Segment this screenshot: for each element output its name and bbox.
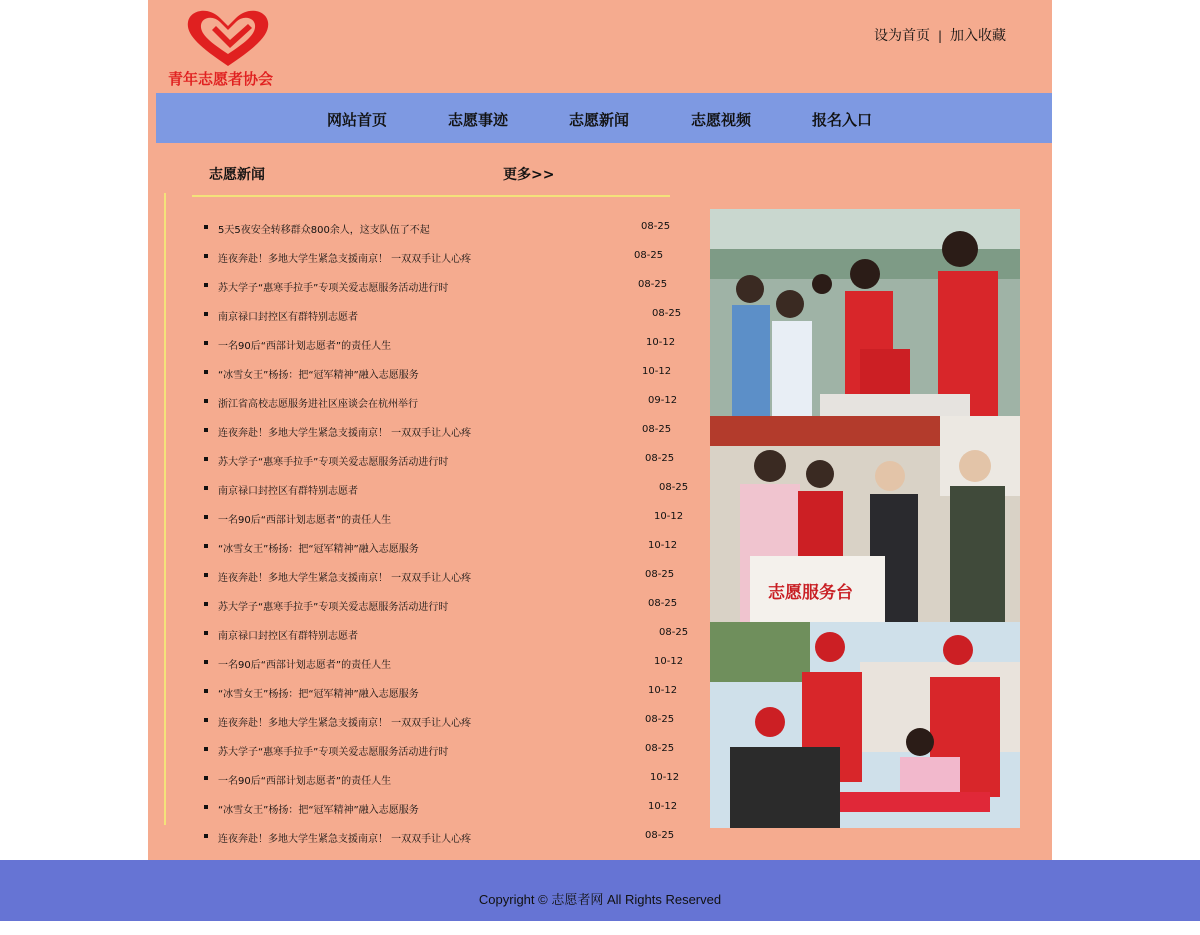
news-item-date: 10-12: [646, 337, 676, 348]
bullet-icon: [204, 602, 208, 606]
bullet-icon: [204, 689, 208, 693]
news-list-item[interactable]: [148, 620, 708, 649]
news-list-item[interactable]: [148, 214, 708, 243]
heart-hand-icon: [168, 6, 288, 70]
news-item-title[interactable]: 5天5夜安全转移群众800余人，这支队伍了不起: [218, 225, 430, 236]
news-item-date: 08-25: [652, 308, 682, 319]
bullet-icon: [204, 834, 208, 838]
news-list-item[interactable]: [148, 562, 708, 591]
news-list-item[interactable]: [148, 388, 708, 417]
news-item-date: 08-25: [659, 482, 689, 493]
news-item-title[interactable]: 南京禄口封控区有群特别志愿者: [218, 312, 358, 323]
news-more-link[interactable]: 更多>>: [503, 167, 555, 183]
bullet-icon: [204, 805, 208, 809]
news-list-item[interactable]: [148, 765, 708, 794]
page-container: [148, 0, 1052, 860]
news-item-title[interactable]: “冰雪女王”杨扬：把“冠军精神”融入志愿服务: [218, 544, 419, 555]
bullet-icon: [204, 312, 208, 316]
bullet-icon: [204, 283, 208, 287]
news-list-item[interactable]: [148, 330, 708, 359]
main-nav: [156, 93, 1052, 143]
footer: [0, 860, 1200, 921]
news-item-date: 08-25: [634, 250, 664, 261]
service-desk-sign: 志愿服务台: [768, 583, 853, 603]
news-photo-1[interactable]: [710, 209, 1020, 416]
news-item-title[interactable]: “冰雪女王”杨扬：把“冠军精神”融入志愿服务: [218, 805, 419, 816]
news-item-title[interactable]: 苏大学子“惠寒手拉手”专项关爱志愿服务活动进行时: [218, 602, 449, 613]
bullet-icon: [204, 660, 208, 664]
volunteer-service-desk-photo: [710, 416, 1020, 622]
news-item-date: 08-25: [645, 453, 675, 464]
bullet-icon: [204, 718, 208, 722]
bullet-icon: [204, 254, 208, 258]
add-favorite-link[interactable]: 加入收藏: [950, 28, 1006, 44]
bullet-icon: [204, 457, 208, 461]
news-list-item[interactable]: [148, 649, 708, 678]
news-list-item[interactable]: [148, 446, 708, 475]
nav-item-deeds[interactable]: 志愿事迹: [448, 111, 509, 129]
nav-item-home[interactable]: 网站首页: [327, 111, 388, 129]
news-item-date: 08-25: [645, 569, 675, 580]
news-item-title[interactable]: 连夜奔赴！多地大学生紧急支援南京！ 一双双手让人心疼: [218, 573, 472, 584]
news-item-title[interactable]: 连夜奔赴！多地大学生紧急支援南京！ 一双双手让人心疼: [218, 428, 472, 439]
footer-copyright: Copyright © 志愿者网 All Rights Reserved: [478, 892, 722, 907]
bullet-icon: [204, 399, 208, 403]
nav-item-signup[interactable]: 报名入口: [812, 111, 873, 129]
news-item-date: 08-25: [659, 627, 689, 638]
top-links: [874, 25, 1006, 45]
news-item-title[interactable]: 一名90后“西部计划志愿者”的责任人生: [218, 341, 392, 352]
bullet-icon: [204, 573, 208, 577]
news-item-title[interactable]: 苏大学子“惠寒手拉手”专项关爱志愿服务活动进行时: [218, 747, 449, 758]
nav-item-news[interactable]: 志愿新闻: [569, 111, 630, 129]
bullet-icon: [204, 428, 208, 432]
news-list-item[interactable]: [148, 794, 708, 823]
news-item-date: 10-12: [654, 511, 684, 522]
news-item-title[interactable]: 南京禄口封控区有群特别志愿者: [218, 486, 358, 497]
news-item-title[interactable]: 一名90后“西部计划志愿者”的责任人生: [218, 515, 392, 526]
news-item-date: 10-12: [650, 772, 680, 783]
news-divider: [192, 195, 670, 197]
news-list-item[interactable]: [148, 301, 708, 330]
news-list-item[interactable]: [148, 475, 708, 504]
news-item-date: 08-25: [642, 424, 672, 435]
news-list-item[interactable]: [148, 243, 708, 272]
bullet-icon: [204, 631, 208, 635]
news-item-title[interactable]: 连夜奔赴！多地大学生紧急支援南京！ 一双双手让人心疼: [218, 254, 472, 265]
news-list-item[interactable]: [148, 736, 708, 765]
news-photo-3[interactable]: [710, 622, 1020, 828]
volunteers-caring-photo: [710, 622, 1020, 828]
news-list-item[interactable]: [148, 533, 708, 562]
news-photo-2[interactable]: [710, 416, 1020, 622]
news-list-item[interactable]: [148, 272, 708, 301]
news-item-title[interactable]: 连夜奔赴！多地大学生紧急支援南京！ 一双双手让人心疼: [218, 718, 472, 729]
news-item-title[interactable]: 连夜奔赴！多地大学生紧急支援南京！ 一双双手让人心疼: [218, 834, 472, 845]
news-item-title[interactable]: 苏大学子“惠寒手拉手”专项关爱志愿服务活动进行时: [218, 457, 449, 468]
news-list-item[interactable]: [148, 707, 708, 736]
bullet-icon: [204, 225, 208, 229]
bullet-icon: [204, 544, 208, 548]
news-item-date: 08-25: [645, 743, 675, 754]
news-item-date: 09-12: [648, 395, 678, 406]
news-item-date: 08-25: [645, 714, 675, 725]
news-item-date: 08-25: [648, 598, 678, 609]
bullet-icon: [204, 515, 208, 519]
news-section-title: 志愿新闻: [209, 167, 265, 183]
news-item-title[interactable]: 一名90后“西部计划志愿者”的责任人生: [218, 776, 392, 787]
bullet-icon: [204, 486, 208, 490]
news-list-item[interactable]: [148, 591, 708, 620]
news-item-date: 10-12: [648, 801, 678, 812]
bullet-icon: [204, 370, 208, 374]
news-item-title[interactable]: 南京禄口封控区有群特别志愿者: [218, 631, 358, 642]
volunteers-distribution-photo: [710, 209, 1020, 416]
news-item-date: 10-12: [648, 685, 678, 696]
news-item-date: 08-25: [645, 830, 675, 841]
news-item-date: 10-12: [642, 366, 672, 377]
logo-text: 青年志愿者协会: [168, 70, 274, 88]
news-item-title[interactable]: 苏大学子“惠寒手拉手”专项关爱志愿服务活动进行时: [218, 283, 449, 294]
news-item-title[interactable]: “冰雪女王”杨扬：把“冠军精神”融入志愿服务: [218, 370, 419, 381]
news-list-item[interactable]: [148, 359, 708, 388]
nav-item-video[interactable]: 志愿视频: [691, 111, 752, 129]
news-item-date: 08-25: [638, 279, 668, 290]
news-item-title[interactable]: 一名90后“西部计划志愿者”的责任人生: [218, 660, 392, 671]
news-list-item[interactable]: [148, 678, 708, 707]
news-list-item[interactable]: [148, 823, 708, 852]
news-item-date: 10-12: [654, 656, 684, 667]
set-home-link[interactable]: 设为首页: [873, 28, 930, 44]
news-item-date: 10-12: [648, 540, 678, 551]
top-links-separator: |: [937, 29, 942, 43]
news-list-item[interactable]: [148, 504, 708, 533]
news-item-title[interactable]: “冰雪女王”杨扬：把“冠军精神”融入志愿服务: [218, 689, 419, 700]
news-item-title[interactable]: 浙江省高校志愿服务进社区座谈会在杭州举行: [218, 399, 418, 410]
bullet-icon: [204, 341, 208, 345]
news-item-date: 08-25: [641, 221, 671, 232]
bullet-icon: [204, 747, 208, 751]
news-list-item[interactable]: [148, 417, 708, 446]
bullet-icon: [204, 776, 208, 780]
